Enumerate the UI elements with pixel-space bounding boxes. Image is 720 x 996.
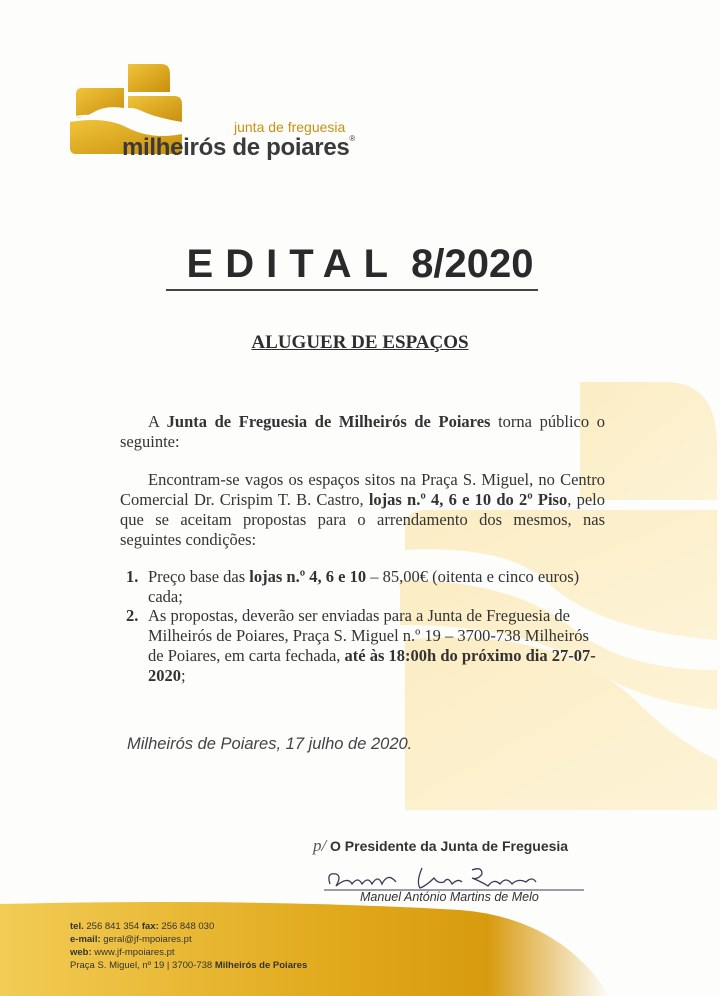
pp-mark: p/ [313,836,327,855]
signer-name: Manuel António Martins de Melo [360,890,539,904]
footer-email: e-mail: geral@jf-mpoiares.pt [70,934,192,945]
logo-name: milheirós de poiares® [122,134,356,161]
condition-item-1: 1. Preço base das lojas n.º 4, 6 e 10 – 85,00€ (oitenta e cinco euros) cada; [126,567,580,606]
president-title: O Presidente da Junta de Freguesia [330,838,569,854]
footer-address: Praça S. Miguel, nº 19 | 3700-738 Milheirós de Poiares [70,960,308,971]
place-date: Milheirós de Poiares, 17 julho de 2020. [127,735,413,753]
logo-subtitle: junta de freguesia [234,119,346,135]
title-underline [166,289,538,291]
footer-web: web: www.jf-mpoiares.pt [70,947,175,958]
intro-paragraph: A Junta de Freguesia de Milheirós de Poiares torna público o seguinte: [120,412,605,451]
conditions-paragraph: Encontram-se vagos os espaços sitos na Praça S. Miguel, no Centro Comercial Dr. Crispim T. B. Castro, lojas n.º 4, 6 e 10 do 2º Piso, pelo que se aceitam propostas para o arrendamento dos mesmos, nas seguintes condições: [120,470,605,549]
document-title: EDITAL 8/2020 [186,242,534,286]
condition-item-2: 2. As propostas, deverão ser enviadas para a Junta de Freguesia de Milheirós de Poiares, Praça S. Miguel n.º 19 – 3700-738 Milheirós de Poiares, em carta fechada, até às 18:00h do próximo dia 27-07-2020; [126,606,596,685]
footer-phone: tel. 256 841 354 fax: 256 848 030 [70,921,215,932]
document-subtitle: ALUGUER DE ESPAÇOS [251,332,469,353]
